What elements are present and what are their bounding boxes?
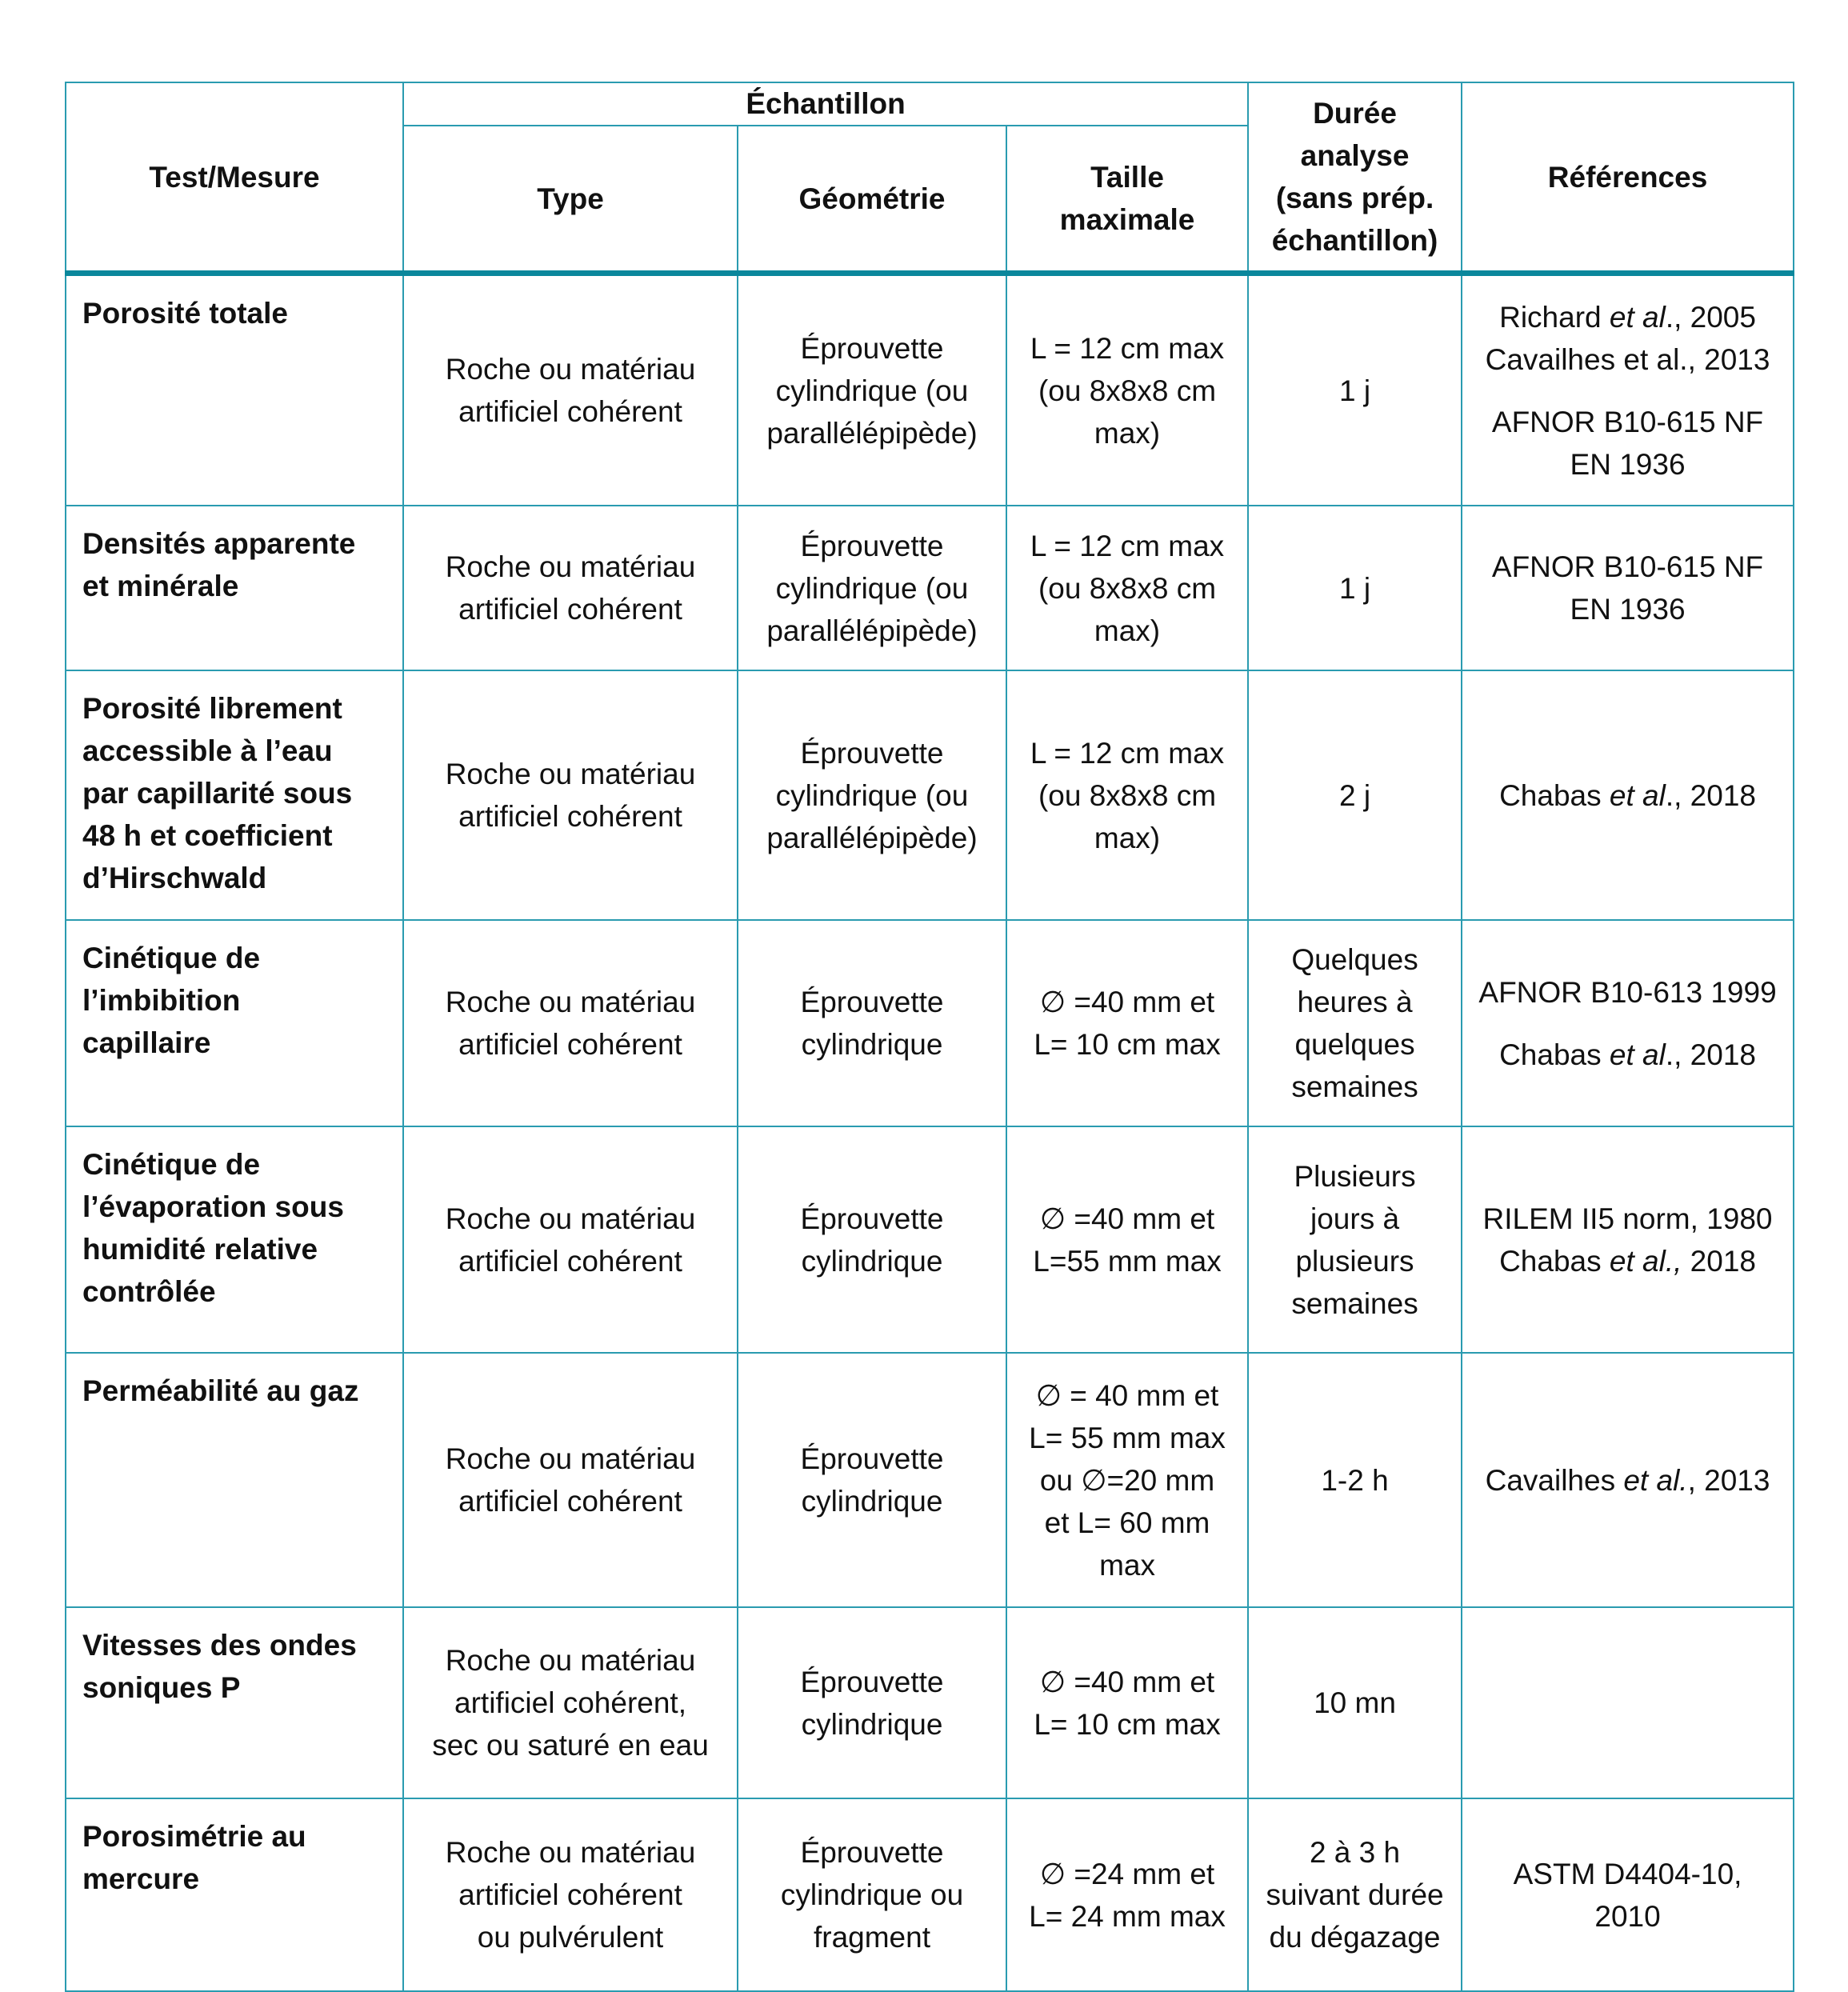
reference-spacer — [1467, 381, 1788, 401]
cell-geometry-line: Éprouvette — [800, 1442, 944, 1475]
cell-geometry — [738, 1607, 1006, 1798]
cell-max-size — [1006, 1126, 1248, 1353]
cell-max-size-line: L = 12 cm max — [1030, 736, 1225, 770]
reference-text: ASTM D4404-10, — [1513, 1857, 1742, 1890]
cell-geometry-line: Éprouvette — [800, 1202, 944, 1235]
cell-test-line: l’imbibition — [82, 984, 241, 1017]
cell-duration-line: 2 j — [1338, 778, 1371, 812]
cell-references — [1462, 670, 1794, 920]
cell-test-line: Porosité librement — [82, 692, 342, 725]
reference-line — [1467, 588, 1788, 630]
cell-type — [403, 920, 738, 1126]
header-duration-line: Durée — [1313, 97, 1397, 130]
reference-text: Richard — [1499, 300, 1610, 334]
cell-test-line: 48 h et coefficient — [82, 819, 333, 852]
cell-max-size-line: L=55 mm max — [1033, 1244, 1222, 1278]
table-body — [66, 274, 1794, 1992]
analysis-methods-table — [65, 82, 1794, 1992]
cell-test — [66, 506, 403, 670]
reference-italic-text: et al — [1609, 300, 1666, 334]
cell-test-line: l’évaporation sous — [82, 1190, 344, 1223]
cell-max-size-line: ∅ =24 mm et — [1039, 1857, 1215, 1890]
reference-italic-text: et al., — [1609, 1244, 1682, 1278]
reference-text: EN 1936 — [1570, 447, 1686, 481]
analysis-methods-table-wrapper — [65, 82, 1793, 1992]
cell-test-line: capillaire — [82, 1026, 211, 1059]
cell-type-line: Roche ou matériau — [445, 1202, 696, 1235]
cell-max-size-line: (ou 8x8x8 cm — [1038, 374, 1217, 407]
cell-geometry-line: cylindrique (ou — [775, 374, 969, 407]
reference-line — [1467, 971, 1788, 1014]
cell-type — [403, 1607, 738, 1798]
cell-max-size-line: max — [1099, 1548, 1155, 1582]
cell-geometry-line: Éprouvette — [800, 1665, 944, 1698]
cell-references — [1462, 1607, 1794, 1798]
cell-test-line: Porosité totale — [82, 297, 288, 330]
reference-text: Chabas — [1499, 1244, 1610, 1278]
cell-duration-line: plusieurs — [1295, 1244, 1414, 1278]
cell-max-size — [1006, 1607, 1248, 1798]
cell-geometry-line: cylindrique (ou — [775, 778, 969, 812]
reference-italic-text: et al — [1609, 1038, 1666, 1071]
cell-duration-line: 1-2 h — [1321, 1463, 1389, 1497]
cell-geometry-line: parallélépipède) — [766, 821, 978, 854]
table-row — [66, 1353, 1794, 1607]
reference-line — [1467, 1459, 1788, 1502]
cell-duration-line: semaines — [1291, 1070, 1418, 1103]
reference-text: 2010 — [1594, 1899, 1661, 1933]
cell-duration-line: suivant durée — [1266, 1878, 1444, 1911]
cell-test-line: Cinétique de — [82, 1148, 261, 1181]
cell-type-line: Roche ou matériau — [445, 1442, 696, 1475]
cell-type-line: Roche ou matériau — [445, 986, 696, 1018]
cell-type — [403, 670, 738, 920]
cell-max-size — [1006, 274, 1248, 506]
cell-type-line: artificiel cohérent — [458, 1244, 682, 1278]
table-row — [66, 920, 1794, 1126]
cell-max-size-line: L= 24 mm max — [1029, 1899, 1226, 1933]
cell-duration — [1248, 920, 1462, 1126]
header-duration-line: échantillon) — [1271, 224, 1438, 257]
cell-type-line: Roche ou matériau — [445, 1836, 696, 1869]
cell-type — [403, 1126, 738, 1353]
cell-type-line: artificiel cohérent — [458, 1878, 682, 1911]
cell-type — [403, 506, 738, 670]
cell-duration — [1248, 506, 1462, 670]
cell-geometry — [738, 1126, 1006, 1353]
cell-duration-line: du dégazage — [1269, 1921, 1441, 1954]
header-references: Références — [1462, 82, 1794, 274]
cell-references — [1462, 506, 1794, 670]
cell-max-size-line: L= 10 cm max — [1034, 1707, 1221, 1741]
reference-line — [1467, 338, 1788, 381]
cell-max-size-line: L = 12 cm max — [1030, 331, 1225, 365]
cell-geometry-line: Éprouvette — [800, 736, 944, 770]
cell-max-size-line: max) — [1094, 416, 1161, 450]
cell-test-line: Vitesses des ondes — [82, 1629, 357, 1662]
cell-references — [1462, 1126, 1794, 1353]
cell-max-size-line: et L= 60 mm — [1044, 1506, 1210, 1539]
header-duration-line: analyse — [1300, 139, 1410, 172]
cell-test — [66, 1607, 403, 1798]
cell-type-line: sec ou saturé en eau — [432, 1729, 709, 1762]
header-max-size — [1006, 126, 1248, 274]
table-row — [66, 1798, 1794, 1991]
cell-geometry-line: cylindrique — [801, 1028, 943, 1061]
reference-line — [1467, 1034, 1788, 1076]
reference-text: ., 2018 — [1665, 1038, 1756, 1071]
cell-geometry — [738, 1798, 1006, 1991]
cell-test-line: soniques P — [82, 1671, 241, 1704]
cell-max-size — [1006, 670, 1248, 920]
reference-line — [1467, 774, 1788, 817]
reference-text: Cavailhes et al., 2013 — [1485, 342, 1770, 376]
table-row — [66, 1607, 1794, 1798]
cell-test — [66, 274, 403, 506]
cell-references — [1462, 920, 1794, 1126]
cell-duration — [1248, 1126, 1462, 1353]
cell-max-size-line: ou ∅=20 mm — [1039, 1463, 1215, 1497]
cell-type — [403, 1798, 738, 1991]
reference-text: 2018 — [1682, 1244, 1756, 1278]
cell-duration-line: 1 j — [1338, 374, 1371, 407]
cell-max-size-line: (ou 8x8x8 cm — [1038, 571, 1217, 605]
cell-duration-line: 10 mn — [1314, 1686, 1396, 1719]
cell-type-line: artificiel cohérent — [458, 1485, 682, 1518]
cell-type-line: artificiel cohérent — [458, 593, 682, 626]
reference-line — [1467, 1853, 1788, 1895]
header-test: Test/Mesure — [66, 82, 403, 274]
cell-duration — [1248, 274, 1462, 506]
cell-geometry — [738, 506, 1006, 670]
table-header — [66, 82, 1794, 274]
cell-references — [1462, 1798, 1794, 1991]
cell-max-size-line: ∅ = 40 mm et — [1035, 1378, 1219, 1412]
cell-type-line: artificiel cohérent — [458, 1028, 682, 1061]
reference-spacer — [1467, 1014, 1788, 1034]
reference-line — [1467, 1198, 1788, 1240]
cell-geometry-line: cylindrique — [801, 1244, 943, 1278]
cell-duration — [1248, 1353, 1462, 1607]
cell-test-line: d’Hirschwald — [82, 862, 267, 894]
cell-test — [66, 1798, 403, 1991]
cell-max-size-line: L= 10 cm max — [1034, 1028, 1221, 1061]
cell-type — [403, 1353, 738, 1607]
cell-test — [66, 920, 403, 1126]
reference-text: AFNOR B10-615 NF — [1491, 550, 1764, 583]
cell-max-size-line: ∅ =40 mm et — [1039, 1665, 1215, 1698]
cell-test-line: humidité relative — [82, 1233, 318, 1266]
reference-line — [1467, 443, 1788, 486]
cell-type-line: artificiel cohérent — [458, 395, 682, 428]
cell-max-size-line: max) — [1094, 614, 1161, 647]
cell-duration-line: quelques — [1294, 1028, 1415, 1061]
cell-duration — [1248, 670, 1462, 920]
reference-line — [1467, 296, 1788, 338]
cell-type-line: ou pulvérulent — [477, 1921, 664, 1954]
cell-geometry-line: fragment — [813, 1921, 930, 1954]
cell-duration-line: 1 j — [1338, 571, 1371, 605]
cell-type-line: artificiel cohérent, — [454, 1686, 686, 1719]
cell-duration-line: semaines — [1291, 1286, 1418, 1320]
cell-geometry-line: Éprouvette — [800, 331, 944, 365]
cell-geometry-line: parallélépipède) — [766, 416, 978, 450]
reference-text: Cavailhes — [1485, 1463, 1624, 1497]
cell-duration — [1248, 1607, 1462, 1798]
cell-duration-line: 2 à 3 h — [1309, 1836, 1401, 1869]
cell-max-size-line: L= 55 mm max — [1029, 1421, 1226, 1454]
cell-max-size-line: ∅ =40 mm et — [1039, 986, 1215, 1018]
cell-type-line: artificiel cohérent — [458, 800, 682, 833]
reference-text: AFNOR B10-613 1999 — [1478, 975, 1777, 1009]
reference-text: Chabas — [1499, 1038, 1610, 1071]
cell-type-line: Roche ou matériau — [445, 550, 696, 583]
cell-test — [66, 670, 403, 920]
reference-italic-text: et al. — [1623, 1463, 1688, 1497]
cell-duration — [1248, 1798, 1462, 1991]
reference-text: ., 2005 — [1665, 300, 1756, 334]
cell-duration-line: Plusieurs — [1294, 1159, 1416, 1193]
cell-max-size-line: ∅ =40 mm et — [1039, 1202, 1215, 1235]
cell-test-line: Densités apparente — [82, 527, 356, 560]
header-geometry: Géométrie — [738, 126, 1006, 274]
cell-max-size — [1006, 1798, 1248, 1991]
reference-line — [1467, 546, 1788, 588]
header-row-top — [66, 82, 1794, 126]
cell-geometry — [738, 670, 1006, 920]
cell-type — [403, 274, 738, 506]
cell-references — [1462, 1353, 1794, 1607]
cell-max-size — [1006, 920, 1248, 1126]
cell-max-size — [1006, 506, 1248, 670]
table-row — [66, 670, 1794, 920]
cell-geometry-line: Éprouvette — [800, 529, 944, 562]
table-row — [66, 274, 1794, 506]
reference-text: Chabas — [1499, 778, 1610, 812]
cell-geometry-line: Éprouvette — [800, 986, 944, 1018]
header-duration — [1248, 82, 1462, 274]
cell-test-line: Cinétique de — [82, 942, 261, 974]
cell-type-line: Roche ou matériau — [445, 353, 696, 386]
reference-line — [1467, 1895, 1788, 1938]
cell-max-size — [1006, 1353, 1248, 1607]
table-row — [66, 506, 1794, 670]
cell-geometry-line: cylindrique — [801, 1707, 943, 1741]
header-max-size-line: Taille — [1090, 161, 1164, 194]
cell-geometry-line: cylindrique (ou — [775, 571, 969, 605]
cell-test-line: Perméabilité au gaz — [82, 1374, 359, 1407]
cell-duration-line: Quelques — [1291, 943, 1418, 976]
cell-max-size-line: L = 12 cm max — [1030, 529, 1225, 562]
header-type: Type — [403, 126, 738, 274]
cell-geometry-line: parallélépipède) — [766, 614, 978, 647]
cell-type-line: Roche ou matériau — [445, 1644, 696, 1677]
reference-text: EN 1936 — [1570, 593, 1686, 626]
cell-type-line: Roche ou matériau — [445, 758, 696, 790]
cell-test-line: par capillarité sous — [82, 777, 353, 810]
cell-duration-line: jours à — [1310, 1202, 1400, 1235]
header-duration-line: (sans prép. — [1275, 182, 1434, 214]
cell-geometry-line: Éprouvette — [800, 1836, 944, 1869]
reference-italic-text: et al — [1609, 778, 1666, 812]
cell-geometry — [738, 274, 1006, 506]
reference-text: ., 2018 — [1665, 778, 1756, 812]
cell-test-line: accessible à l’eau — [82, 734, 333, 767]
cell-test-line: Porosimétrie au — [82, 1820, 306, 1853]
cell-max-size-line: (ou 8x8x8 cm — [1038, 778, 1217, 812]
header-max-size-line: maximale — [1059, 203, 1195, 236]
cell-test — [66, 1126, 403, 1353]
reference-line — [1467, 401, 1788, 443]
cell-test-line: contrôlée — [82, 1275, 216, 1308]
cell-geometry — [738, 1353, 1006, 1607]
cell-max-size-line: max) — [1094, 821, 1161, 854]
cell-geometry-line: cylindrique ou — [780, 1878, 964, 1911]
header-sample-group: Échantillon — [403, 82, 1248, 126]
cell-test-line: et minérale — [82, 570, 239, 602]
table-row — [66, 1126, 1794, 1353]
reference-text: , 2013 — [1687, 1463, 1770, 1497]
reference-line — [1467, 1240, 1788, 1282]
cell-duration-line: heures à — [1297, 986, 1413, 1018]
cell-geometry-line: cylindrique — [801, 1485, 943, 1518]
reference-text: RILEM II5 norm, 1980 — [1482, 1202, 1773, 1235]
cell-test — [66, 1353, 403, 1607]
cell-geometry — [738, 920, 1006, 1126]
cell-test-line: mercure — [82, 1862, 200, 1895]
reference-text: AFNOR B10-615 NF — [1491, 405, 1764, 438]
cell-references — [1462, 274, 1794, 506]
